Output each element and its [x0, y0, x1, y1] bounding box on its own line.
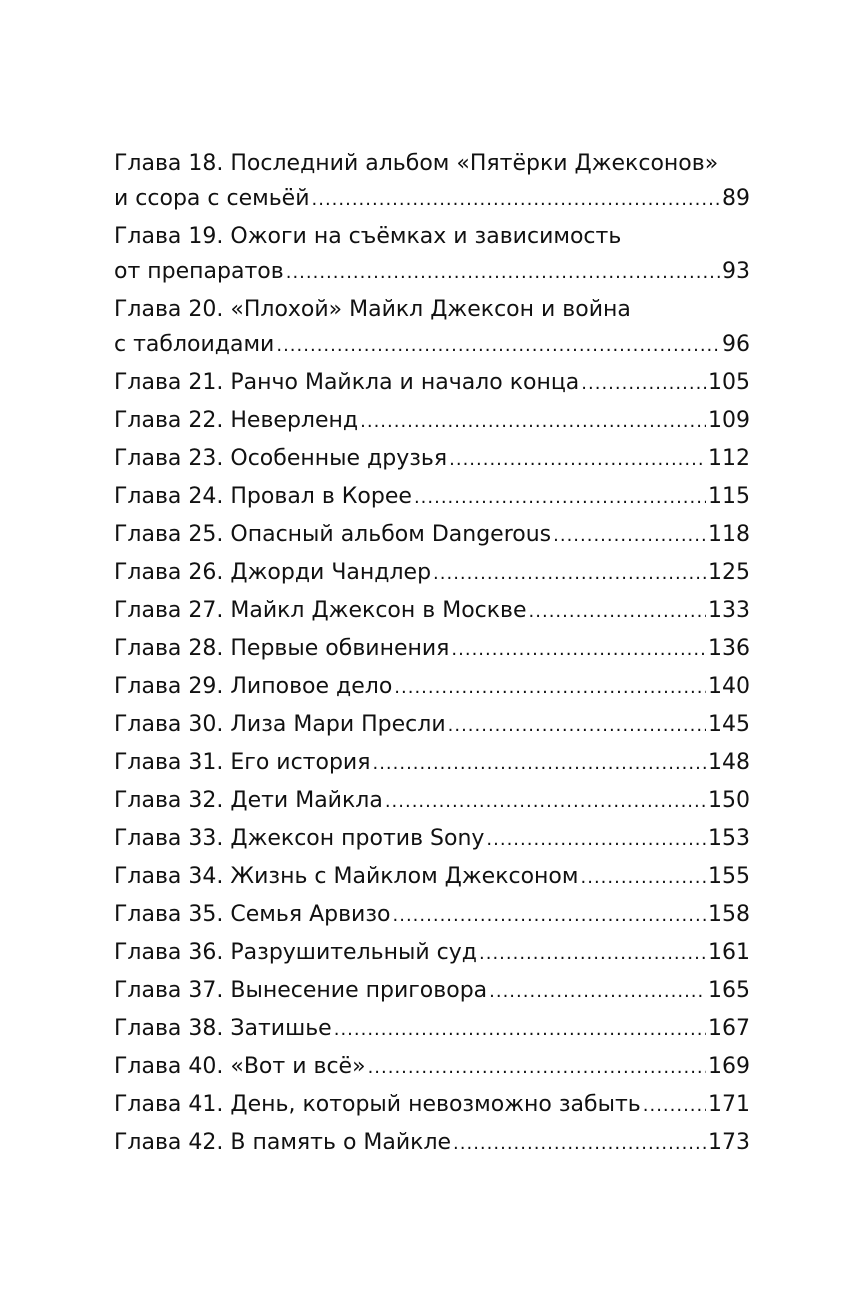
toc-entry-title: Глава 28. Первые обвинения	[114, 636, 450, 661]
dot-leader	[368, 1050, 706, 1085]
toc-page-number: 136	[708, 636, 750, 661]
table-of-contents	[114, 146, 750, 1163]
toc-entry-title: Глава 29. Липовое дело	[114, 674, 393, 699]
toc-entry[interactable]	[114, 821, 750, 857]
toc-entry[interactable]	[114, 403, 750, 439]
toc-page-number: 109	[708, 408, 750, 433]
toc-entry-title: Глава 30. Лиза Мари Пресли	[114, 712, 446, 737]
toc-page-number: 89	[722, 186, 750, 211]
dot-leader	[449, 442, 706, 477]
toc-page-number: 125	[708, 560, 750, 585]
toc-entry[interactable]	[114, 219, 750, 290]
dot-leader	[581, 860, 707, 895]
toc-entry-title: Глава 21. Ранчо Майкла и начало конца	[114, 370, 580, 395]
dot-leader	[276, 328, 720, 363]
toc-entry-title: Глава 26. Джорди Чандлер	[114, 560, 432, 585]
toc-page-number: 118	[708, 522, 750, 547]
toc-entry[interactable]	[114, 555, 750, 591]
dot-leader	[643, 1088, 706, 1123]
toc-page-number: 167	[708, 1016, 750, 1041]
toc-entry-title: Глава 36. Разрушительный суд	[114, 940, 477, 965]
toc-entry-title: Глава 42. В память о Майкле	[114, 1130, 452, 1155]
toc-entry-title: Глава 33. Джексон против Sony	[114, 826, 485, 851]
toc-entry[interactable]	[114, 935, 750, 971]
dot-leader	[529, 594, 706, 629]
toc-entry-title: Глава 24. Провал в Корее	[114, 484, 412, 509]
dot-leader	[451, 632, 706, 667]
dot-leader	[448, 708, 706, 743]
dot-leader	[334, 1012, 706, 1047]
toc-page-number: 161	[708, 940, 750, 965]
toc-page-number: 153	[708, 826, 750, 851]
toc-page-number: 169	[708, 1054, 750, 1079]
toc-entry[interactable]	[114, 479, 750, 515]
toc-entry-title: Глава 25. Опасный альбом Dangerous	[114, 522, 552, 547]
toc-page-number: 150	[708, 788, 750, 813]
toc-entry[interactable]	[114, 1049, 750, 1085]
toc-entry[interactable]	[114, 859, 750, 895]
toc-entry[interactable]	[114, 441, 750, 477]
dot-leader	[553, 518, 706, 553]
toc-entry[interactable]	[114, 1125, 750, 1161]
toc-entry[interactable]	[114, 745, 750, 781]
toc-page-number: 148	[708, 750, 750, 775]
toc-entry[interactable]	[114, 669, 750, 705]
dot-leader	[479, 936, 706, 971]
toc-entry-title: Глава 23. Особенные друзья	[114, 446, 448, 471]
toc-entry-title: Глава 35. Семья Арвизо	[114, 902, 391, 927]
toc-entry[interactable]	[114, 973, 750, 1009]
dot-leader	[312, 182, 721, 217]
toc-entry-title: с таблоидами	[114, 332, 275, 357]
dot-leader	[486, 822, 706, 857]
toc-page-number: 158	[708, 902, 750, 927]
toc-entry[interactable]	[114, 146, 750, 217]
dot-leader	[286, 255, 720, 290]
dot-leader	[581, 366, 706, 401]
dot-leader	[394, 670, 706, 705]
toc-entry-title-line: Глава 20. «Плохой» Майкл Джексон и война	[114, 297, 631, 322]
toc-page-number: 133	[708, 598, 750, 623]
toc-entry-title: от препаратов	[114, 259, 284, 284]
dot-leader	[489, 974, 706, 1009]
toc-entry-title-line: Глава 19. Ожоги на съёмках и зависимость	[114, 224, 622, 249]
dot-leader	[385, 784, 706, 819]
toc-page-number: 155	[708, 864, 750, 889]
dot-leader	[433, 556, 706, 591]
toc-entry-title: и ссора с семьёй	[114, 186, 310, 211]
toc-entry-title: Глава 41. День, который невозможно забыть	[114, 1092, 641, 1117]
toc-page-number: 173	[708, 1130, 750, 1155]
dot-leader	[453, 1126, 706, 1161]
toc-entry-title: Глава 38. Затишье	[114, 1016, 332, 1041]
toc-entry[interactable]	[114, 783, 750, 819]
toc-entry-title: Глава 34. Жизнь с Майклом Джексоном	[114, 864, 579, 889]
toc-entry-title: Глава 22. Неверленд	[114, 408, 359, 433]
toc-entry-title: Глава 27. Майкл Джексон в Москве	[114, 598, 527, 623]
toc-entry[interactable]	[114, 1011, 750, 1047]
toc-entry[interactable]	[114, 897, 750, 933]
toc-entry[interactable]	[114, 631, 750, 667]
toc-page-number: 105	[708, 370, 750, 395]
toc-entry[interactable]	[114, 517, 750, 553]
toc-entry-title: Глава 31. Его история	[114, 750, 371, 775]
toc-entry-title-line: Глава 18. Последний альбом «Пятёрки Джексонов»	[114, 151, 719, 176]
toc-entry[interactable]	[114, 1087, 750, 1123]
toc-entry[interactable]	[114, 292, 750, 363]
toc-page-number: 96	[722, 332, 750, 357]
toc-entry[interactable]	[114, 707, 750, 743]
dot-leader	[393, 898, 706, 933]
toc-page-number: 145	[708, 712, 750, 737]
toc-entry-title: Глава 32. Дети Майкла	[114, 788, 383, 813]
toc-entry-title: Глава 37. Вынесение приговора	[114, 978, 488, 1003]
dot-leader	[372, 746, 706, 781]
toc-page-number: 165	[708, 978, 750, 1003]
dot-leader	[414, 480, 706, 515]
toc-entry[interactable]	[114, 593, 750, 629]
toc-page-number: 140	[708, 674, 750, 699]
toc-entry-title: Глава 40. «Вот и всё»	[114, 1054, 366, 1079]
toc-page-number: 115	[708, 484, 750, 509]
toc-page-number: 171	[708, 1092, 750, 1117]
dot-leader	[360, 404, 706, 439]
toc-page-number: 93	[722, 259, 750, 284]
toc-page-number: 112	[708, 446, 750, 471]
toc-entry[interactable]	[114, 365, 750, 401]
